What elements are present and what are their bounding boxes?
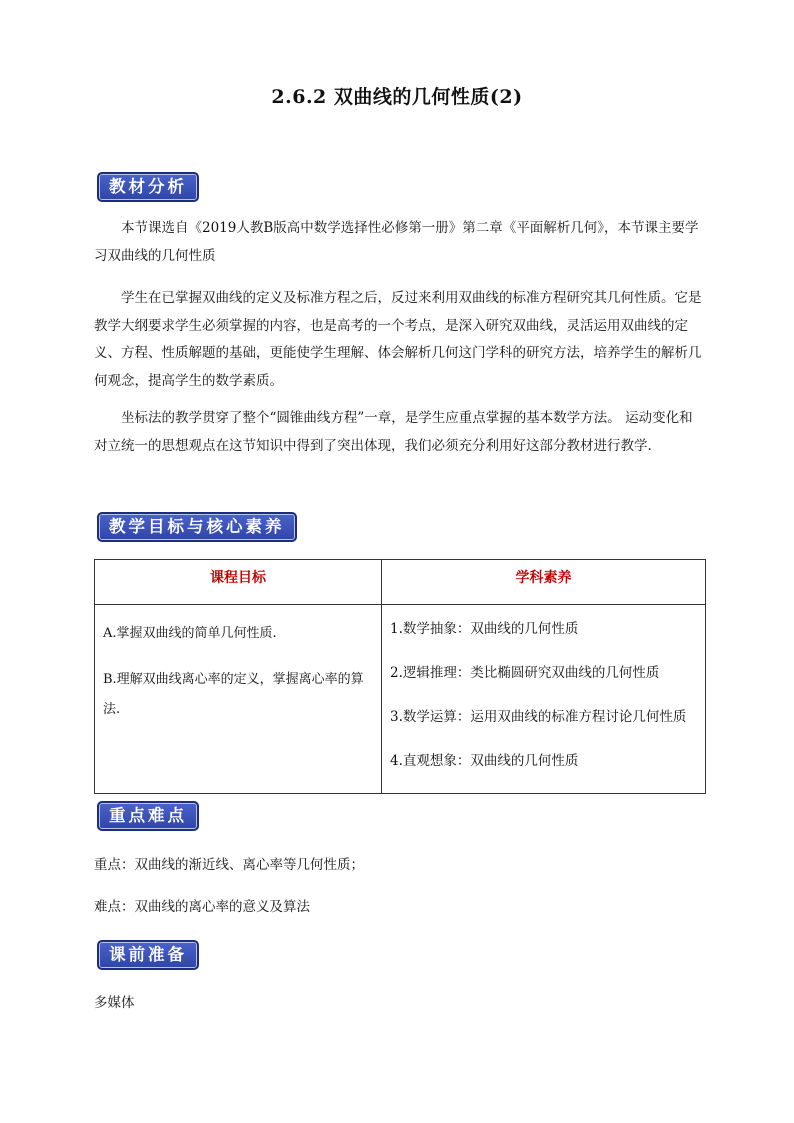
goal-item-b: B.理解双曲线离心率的定义，掌握离心率的算法. xyxy=(103,672,364,717)
analysis-paragraph-3: 坐标法的教学贯穿了整个“圆锥曲线方程”一章，是学生应重点掌握的基本数学方法。 运动变化和对立统一的思想观点在这节知识中得到了突出体现，我们必须充分利用好这部分教材进行教学. xyxy=(94,410,693,454)
analysis-paragraph-2: 学生在已掌握双曲线的定义及标准方程之后，反过来利用双曲线的标准方程研究其几何性质。它是教学大纲要求学生必须掌握的内容，也是高考的一个考点，是深入研究双曲线，灵活运用双曲线的定义、方程、性质解题的基础，更能使学生理解、体会解析几何这门学科的研究方法，培养学生的解析几何观念，提高学生的数学素质。 xyxy=(94,290,702,389)
literacy-item-2: 2.逻辑推理：类比椭圆研究双曲线的几何性质 xyxy=(390,665,660,681)
key-point-text: 重点：双曲线的渐近线、离心率等几何性质； xyxy=(94,857,364,873)
goals-right-cell xyxy=(382,605,706,794)
page-title: 2.6.2 双曲线的几何性质(2) xyxy=(271,86,523,108)
goals-left-cell xyxy=(95,605,382,794)
goals-header-course-goals: 课程目标 xyxy=(95,560,382,605)
section-heading-key-points: 重点难点 xyxy=(97,801,199,831)
goals-table xyxy=(94,559,706,794)
goal-item-a: A.掌握双曲线的简单几何性质. xyxy=(103,626,277,641)
goals-header-literacy: 学科素养 xyxy=(382,560,706,605)
goals-table-header-row xyxy=(95,560,706,605)
goals-table-row xyxy=(95,605,706,794)
literacy-item-4: 4.直观想象：双曲线的几何性质 xyxy=(390,753,579,769)
difficulty-text: 难点：双曲线的离心率的意义及算法 xyxy=(94,899,310,915)
section-heading-preparation: 课前准备 xyxy=(97,940,199,970)
section-heading-goals: 教学目标与核心素养 xyxy=(97,512,297,542)
literacy-item-3: 3.数学运算：运用双曲线的标准方程讨论几何性质 xyxy=(390,709,687,725)
preparation-text: 多媒体 xyxy=(94,995,135,1011)
literacy-item-1: 1.数学抽象：双曲线的几何性质 xyxy=(390,621,579,637)
analysis-paragraph-1: 本节课选自《2019人教B版高中数学选择性必修第一册》第二章《平面解析几何》，本节课主要学习双曲线的几何性质 xyxy=(94,220,699,264)
section-heading-analysis: 教材分析 xyxy=(97,172,199,202)
